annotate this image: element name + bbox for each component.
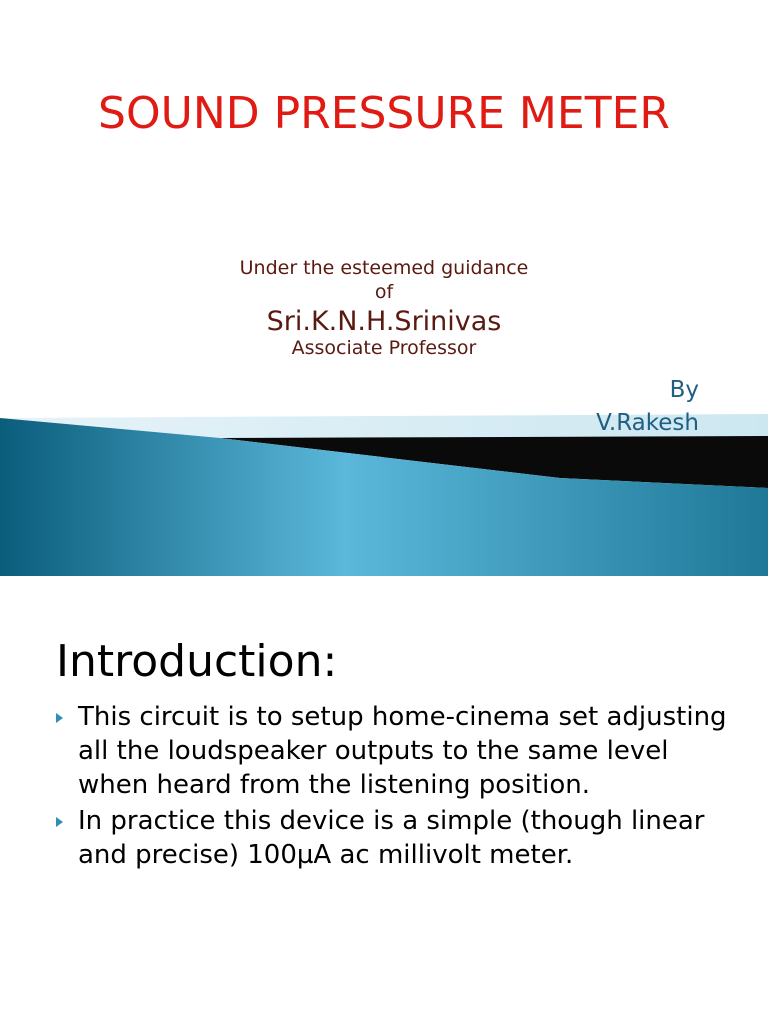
- guidance-of-text: of: [374, 281, 394, 303]
- guidance-block: [0, 256, 768, 360]
- introduction-slide: [0, 576, 768, 1024]
- by-label: By: [669, 377, 699, 403]
- bullet-list: [52, 700, 742, 874]
- list-item: [52, 804, 742, 872]
- author-name: V.Rakesh: [596, 410, 699, 436]
- bullet-text: This circuit is to setup home-cinema set adjusting all the loudspeaker outputs to the same level when heard from the listening position.: [78, 702, 727, 800]
- list-item: [52, 700, 742, 802]
- introduction-heading: Introduction:: [56, 636, 338, 687]
- guide-designation: Associate Professor: [291, 337, 477, 359]
- guide-name: Sri.K.N.H.Srinivas: [266, 306, 502, 337]
- author-block: [596, 374, 699, 440]
- guidance-text: Under the esteemed guidance: [239, 257, 529, 279]
- triangle-right-icon: [56, 817, 63, 827]
- slide-title: SOUND PRESSURE METER: [98, 88, 670, 139]
- triangle-right-icon: [56, 713, 63, 723]
- bullet-text: In practice this device is a simple (though linear and precise) 100µA ac millivolt meter.: [78, 806, 705, 870]
